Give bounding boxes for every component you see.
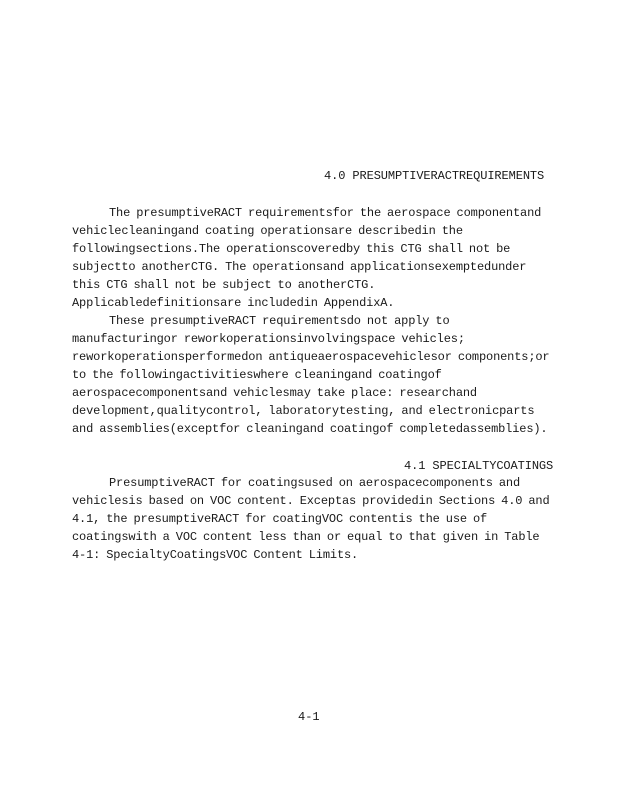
paragraph-specialty-coatings: PresumptiveRACT for coatingsused on aerospacecomponents and vehiclesis based on VOC content. Exceptas providedin Sections 4.0 and 4.1, the presumptiveRACT for coatingVOC contentis the use of coatingswith a VOC content less than or equal to that given in Table 4-1: SpecialtyCoatingsVOC Content Limits. — [72, 476, 550, 562]
paragraph-presumptive-ract-overview: The presumptiveRACT requirementsfor the aerospace componentand vehiclecleaningand coating operationsare describedin the followingsections.The operationscoveredby this CTG shall not be subjectto anotherCTG. The operationsand applicationsexemptedunder this CTG shall not be subject to anotherCTG. Applicabledefinitionsare includedin AppendixA. — [72, 206, 542, 310]
section-heading: 4.0 PRESUMPTIVERACTREQUIREMENTS — [324, 169, 545, 183]
page-number: 4-1 — [298, 710, 320, 724]
subsection-heading: 4.1 SPECIALTYCOATINGS — [404, 459, 554, 473]
paragraph-exclusions: These presumptiveRACT requirementsdo not apply to manufacturingor reworkoperationsinvolvingspace vehicles; reworkoperationsperformedon antiqueaerospacevehiclesor components;or to the followingactivitieswhere cleaningand coatingof aerospacecomponentsand vehiclesmay take place: researchand development,qualitycontrol, laboratorytesting, and electronicparts and assemblies(exceptfor cleaningand coatingof completedassemblies). — [72, 314, 550, 436]
